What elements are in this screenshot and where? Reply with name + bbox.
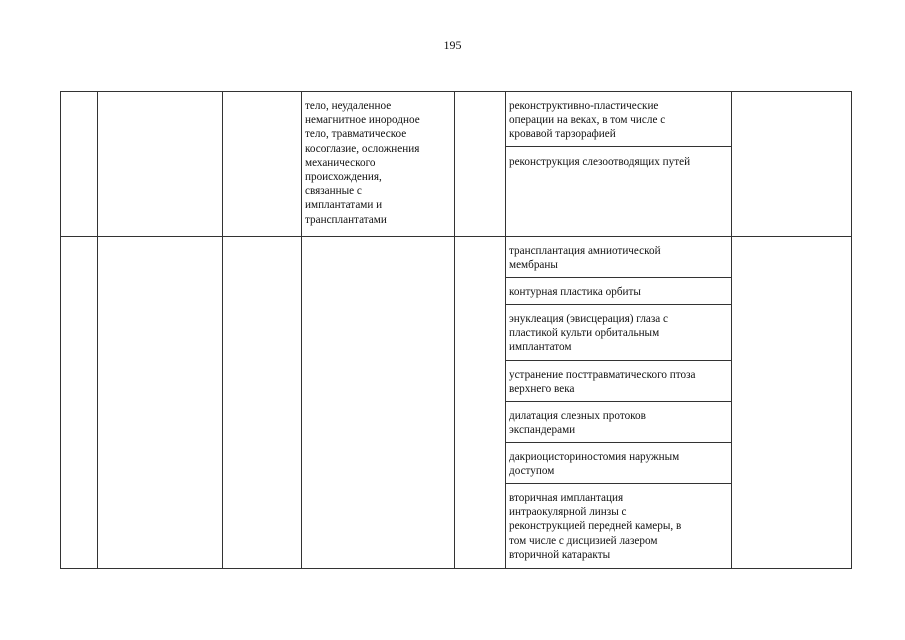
column-divider [505, 92, 506, 568]
procedure-cell [509, 368, 695, 396]
procedure-line: интраокулярной линзы с [509, 506, 627, 519]
procedure-cell [509, 285, 641, 299]
row-divider [61, 236, 851, 237]
column-divider [97, 92, 98, 568]
diagnosis-line: косоглазие, осложнения [305, 142, 420, 155]
diagnosis-cell [305, 99, 420, 227]
procedure-divider [505, 146, 731, 147]
procedure-line: реконструкцией передней камеры, в [509, 520, 682, 533]
page-number: 195 [443, 38, 462, 52]
procedure-line: верхнего века [509, 383, 575, 396]
column-divider [454, 92, 455, 568]
procedure-line: дилатация слезных протоков [509, 410, 646, 422]
medical-procedures-table [60, 91, 852, 569]
procedure-line: трансплантация амниотической [509, 245, 661, 257]
procedure-line: вторичная имплантация [509, 492, 624, 504]
procedure-cell [509, 99, 665, 142]
procedure-line: пластикой культи орбитальным [509, 327, 660, 340]
procedure-line: контурная пластика орбиты [509, 286, 641, 298]
column-divider [222, 92, 223, 568]
procedure-line: кровавой тарзорафией [509, 128, 616, 141]
procedure-line: энуклеация (эвисцерация) глаза с [509, 313, 669, 325]
procedure-line: реконструкция слезоотводящих путей [509, 156, 691, 168]
procedure-cell [509, 312, 668, 355]
diagnosis-line: трансплантатами [305, 213, 387, 226]
procedure-divider [505, 277, 731, 278]
procedure-line: имплантатом [509, 341, 572, 354]
diagnosis-line: тело, неудаленное [305, 100, 392, 112]
procedure-cell [509, 450, 679, 478]
procedure-line: вторичной катаракты [509, 548, 611, 561]
diagnosis-line: немагнитное инородное [305, 114, 420, 127]
procedure-line: операции на веках, в том числе с [509, 114, 666, 127]
column-divider [731, 92, 732, 568]
diagnosis-line: связанные с [305, 185, 362, 198]
procedure-cell [509, 244, 661, 272]
procedure-divider [505, 401, 731, 402]
procedure-line: том числе с дисцизией лазером [509, 534, 658, 547]
procedure-cell [509, 155, 690, 169]
procedure-line: устранение посттравматического птоза [509, 369, 696, 381]
diagnosis-line: механического [305, 156, 376, 169]
diagnosis-line: имплантатами и [305, 199, 383, 212]
procedure-divider [505, 360, 731, 361]
procedure-line: экспандерами [509, 424, 576, 437]
procedure-divider [505, 442, 731, 443]
procedure-line: мембраны [509, 259, 558, 272]
procedure-divider [505, 304, 731, 305]
procedure-line: доступом [509, 465, 555, 478]
column-divider [301, 92, 302, 568]
procedure-cell [509, 491, 681, 562]
procedure-cell [509, 409, 646, 437]
diagnosis-line: тело, травматическое [305, 128, 407, 141]
procedure-line: дакриоцисториностомия наружным [509, 451, 680, 463]
diagnosis-line: происхождения, [305, 171, 382, 184]
procedure-divider [505, 483, 731, 484]
procedure-line: реконструктивно-пластические [509, 100, 659, 112]
